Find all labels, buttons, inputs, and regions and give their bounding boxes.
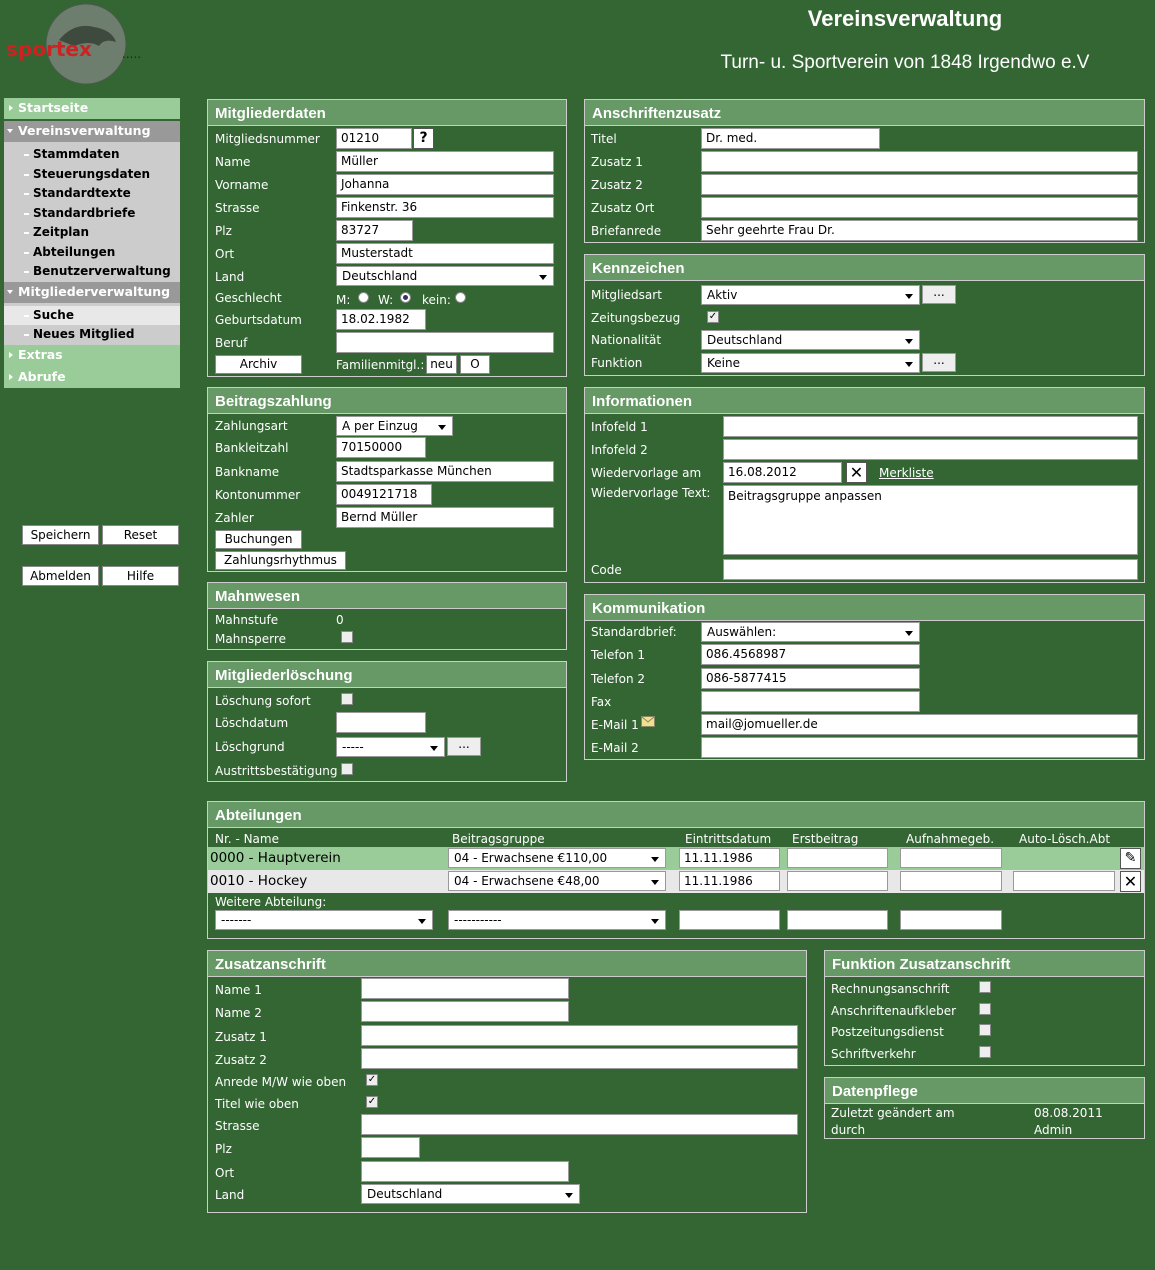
- svg-text:.....: .....: [122, 47, 142, 61]
- label-schriftverkehr: Schriftverkehr: [831, 1047, 916, 1061]
- menu-steuerungsdaten[interactable]: Steuerungsdaten: [4, 165, 180, 185]
- menu-neues-mitglied[interactable]: Neues Mitglied: [4, 325, 180, 345]
- label-loeschung-sofort: Löschung sofort: [215, 694, 311, 708]
- wiedervorlage-input[interactable]: 16.08.2012: [723, 462, 842, 483]
- delete-icon[interactable]: ✕: [1120, 871, 1141, 892]
- menu-mitgliederverwaltung[interactable]: Mitgliederverwaltung: [4, 282, 180, 303]
- label-durch: durch: [831, 1123, 866, 1137]
- label-ort: Ort: [215, 247, 235, 261]
- radio-w[interactable]: [400, 292, 411, 303]
- panel-mitgliederdaten: [207, 99, 567, 377]
- col-beitragsgruppe: Beitragsgruppe: [452, 832, 545, 846]
- menu-abrufe[interactable]: Abrufe: [4, 367, 180, 388]
- hilfe-button[interactable]: Hilfe: [102, 566, 179, 586]
- zusatz-plz-input[interactable]: [361, 1137, 420, 1158]
- label-zusatz1: Zusatz 1: [591, 155, 643, 169]
- help-icon[interactable]: ?: [413, 128, 434, 149]
- label-zahler: Zahler: [215, 511, 254, 525]
- label-funktion: Funktion: [591, 356, 643, 370]
- menu-vereinsverwaltung[interactable]: Vereinsverwaltung: [4, 121, 180, 142]
- label-zusatz2: Zusatz 2: [591, 178, 643, 192]
- weitere-abteilung-select[interactable]: -------: [215, 910, 433, 930]
- ort-input[interactable]: Musterstadt: [336, 243, 554, 264]
- panel-title: Funktion Zusatzanschrift: [825, 951, 1144, 977]
- label-fax: Fax: [591, 695, 612, 709]
- infofeld2-input[interactable]: [723, 439, 1138, 460]
- label-geburtsdatum: Geburtsdatum: [215, 313, 302, 327]
- radio-m[interactable]: [358, 292, 369, 303]
- archiv-button[interactable]: Archiv: [215, 355, 302, 374]
- menu-standardbriefe[interactable]: Standardbriefe: [4, 204, 180, 224]
- auto-loesch-input[interactable]: [1013, 871, 1115, 891]
- label-zusatz-ort: Zusatz Ort: [591, 201, 655, 215]
- label-name1: Name 1: [215, 983, 262, 997]
- postzeitungsdienst-checkbox[interactable]: [979, 1024, 991, 1036]
- label-infofeld1: Infofeld 1: [591, 420, 648, 434]
- clear-date-icon[interactable]: ✕: [846, 462, 867, 483]
- label-postzeitungsdienst: Postzeitungsdienst: [831, 1025, 944, 1039]
- geburtsdatum-input[interactable]: 18.02.1982: [336, 309, 426, 330]
- panel-title: Informationen: [585, 388, 1144, 414]
- label-email1: E-Mail 1: [591, 718, 639, 732]
- label-zuletzt-geaendert: Zuletzt geändert am: [831, 1106, 955, 1120]
- menu-suche[interactable]: Suche: [4, 306, 180, 326]
- sidebar-menu: [4, 98, 180, 388]
- logo-text: sportex: [6, 37, 92, 61]
- menu-startseite[interactable]: Startseite: [4, 98, 180, 119]
- label-zeitungsbezug: Zeitungsbezug: [591, 311, 681, 325]
- bankleitzahl-input[interactable]: 70150000: [336, 437, 426, 458]
- telefon2-input[interactable]: 086-5877415: [701, 668, 920, 689]
- panel-title: Kommunikation: [585, 595, 1144, 621]
- panel-anschriftenzusatz: [584, 99, 1145, 243]
- name-input[interactable]: Müller: [336, 151, 554, 172]
- mitgliedsart-select[interactable]: Aktiv: [701, 285, 920, 305]
- label-land: Land: [215, 270, 245, 284]
- label-infofeld2: Infofeld 2: [591, 443, 648, 457]
- label-strasse: Strasse: [215, 1119, 260, 1133]
- label-w: W:: [378, 293, 394, 307]
- panel-title: Anschriftenzusatz: [585, 100, 1144, 126]
- vorname-input[interactable]: Johanna: [336, 174, 554, 195]
- label-email2: E-Mail 2: [591, 741, 639, 755]
- infofeld1-input[interactable]: [723, 416, 1138, 437]
- label-zusatz1: Zusatz 1: [215, 1030, 267, 1044]
- label-zusatz2: Zusatz 2: [215, 1053, 267, 1067]
- label-weitere-abteilung: Weitere Abteilung:: [215, 895, 327, 909]
- familie-o-button[interactable]: O: [460, 355, 490, 374]
- loeschdatum-input[interactable]: [336, 712, 426, 733]
- panel-title: Mitgliederdaten: [208, 100, 566, 126]
- zeitungsbezug-checkbox[interactable]: ✓: [708, 311, 718, 322]
- panel-kommunikation: [584, 594, 1145, 760]
- zusatz-ort-input[interactable]: [701, 197, 1138, 218]
- col-erstbeitrag: Erstbeitrag: [792, 832, 859, 846]
- label-mahnstufe: Mahnstufe: [215, 613, 279, 627]
- menu-standardtexte[interactable]: Standardtexte: [4, 184, 180, 204]
- label-bankleitzahl: Bankleitzahl: [215, 441, 289, 455]
- kontonummer-input[interactable]: 0049121718: [336, 484, 432, 505]
- label-code: Code: [591, 563, 622, 577]
- strasse-input[interactable]: Finkenstr. 36: [336, 197, 554, 218]
- label-familienmitgl: Familienmitgl.:: [336, 358, 425, 372]
- table-row: [208, 870, 1144, 893]
- zusatz1-input[interactable]: [701, 151, 1138, 172]
- funktion-more-button[interactable]: ...: [922, 353, 956, 372]
- label-loeschdatum: Löschdatum: [215, 716, 289, 730]
- panel-title: Abteilungen: [208, 802, 1144, 828]
- label-wiedervorlage: Wiedervorlage am: [591, 466, 702, 480]
- loeschgrund-more-button[interactable]: ...: [447, 737, 481, 756]
- panel-informationen: [584, 387, 1145, 583]
- zahler-input[interactable]: Bernd Müller: [336, 507, 554, 528]
- zusatz-zusatz2-input[interactable]: [361, 1048, 798, 1069]
- label-land: Land: [215, 1188, 245, 1202]
- mahnstufe-value: 0: [336, 613, 344, 627]
- panel-zusatzanschrift: [207, 950, 807, 1213]
- panel-title: Mahnwesen: [208, 583, 566, 609]
- schriftverkehr-checkbox[interactable]: [979, 1046, 991, 1058]
- buchungen-button[interactable]: Buchungen: [215, 530, 302, 549]
- label-mitgliedsart: Mitgliedsart: [591, 288, 662, 302]
- panel-datenpflege: [824, 1077, 1145, 1139]
- loeschung-sofort-checkbox[interactable]: [341, 693, 353, 705]
- telefon1-input[interactable]: 086.4568987: [701, 644, 920, 665]
- col-aufnahmegeb: Aufnahmegeb.: [906, 832, 995, 846]
- zuletzt-geaendert-value: 08.08.2011: [1034, 1106, 1103, 1120]
- erstbeitrag-input[interactable]: [787, 871, 888, 891]
- menu-extras[interactable]: Extras: [4, 345, 180, 366]
- menu-zeitplan[interactable]: Zeitplan: [4, 223, 180, 243]
- club-name: Turn- u. Sportverein von 1848 Irgendwo e.V: [720, 52, 1090, 73]
- panel-title: Datenpflege: [825, 1078, 1144, 1104]
- label-m: M:: [336, 293, 351, 307]
- aufnahmegeb-input[interactable]: [900, 871, 1002, 891]
- beruf-input[interactable]: [336, 332, 554, 353]
- label-austrittsbestaetigung: Austrittsbestätigung: [215, 764, 338, 778]
- panel-title: Zusatzanschrift: [208, 951, 806, 977]
- rechnungsanschrift-checkbox[interactable]: [979, 981, 991, 993]
- menu-benutzerverwaltung[interactable]: Benutzerverwaltung: [4, 262, 180, 282]
- familie-neu-button[interactable]: neu: [426, 355, 457, 374]
- edit-icon[interactable]: ✎: [1120, 848, 1141, 869]
- zusatz-land-select[interactable]: Deutschland: [361, 1184, 580, 1204]
- label-beruf: Beruf: [215, 336, 248, 350]
- abteilung-name: 0000 - Hauptverein: [210, 850, 341, 866]
- app-title: Vereinsverwaltung: [807, 6, 1003, 31]
- weitere-eintrittsdatum-input[interactable]: [679, 910, 780, 930]
- zusatz2-input[interactable]: [701, 174, 1138, 195]
- label-wiedervorlage-text: Wiedervorlage Text:: [591, 486, 711, 500]
- zahlungsrhythmus-button[interactable]: Zahlungsrhythmus: [215, 551, 346, 570]
- label-loeschgrund: Löschgrund: [215, 740, 285, 754]
- briefanrede-input[interactable]: Sehr geehrte Frau Dr.: [701, 220, 1138, 241]
- zahlungsart-select[interactable]: A per Einzug: [336, 416, 453, 436]
- merkliste-link[interactable]: Merkliste: [879, 466, 934, 480]
- label-titel-wie-oben: Titel wie oben: [215, 1097, 299, 1111]
- label-kein: kein:: [422, 293, 451, 307]
- radio-kein[interactable]: [455, 292, 466, 303]
- label-anschriftenaufkleber: Anschriftenaufkleber: [831, 1004, 957, 1018]
- label-standardbrief: Standardbrief:: [591, 625, 677, 639]
- label-telefon1: Telefon 1: [591, 648, 646, 662]
- weitere-aufnahmegeb-input[interactable]: [900, 910, 1002, 930]
- zusatz-ort-input[interactable]: [361, 1161, 569, 1182]
- col-eintrittsdatum: Eintrittsdatum: [685, 832, 772, 846]
- wiedervorlage-textarea[interactable]: Beitragsgruppe anpassen: [723, 485, 1138, 555]
- speichern-button[interactable]: Speichern: [22, 525, 99, 545]
- label-titel: Titel: [591, 132, 617, 146]
- code-input[interactable]: [723, 559, 1138, 580]
- label-name2: Name 2: [215, 1006, 262, 1020]
- mitgliedsart-more-button[interactable]: ...: [922, 285, 956, 304]
- col-auto-loesch: Auto-Lösch.Abt: [1019, 832, 1111, 846]
- label-geschlecht: Geschlecht: [215, 291, 282, 305]
- land-select[interactable]: Deutschland: [336, 266, 554, 286]
- abteilung-name: 0010 - Hockey: [210, 873, 308, 889]
- anschriftenaufkleber-checkbox[interactable]: [979, 1003, 991, 1015]
- standardbrief-select[interactable]: Auswählen:: [701, 622, 920, 642]
- label-zahlungsart: Zahlungsart: [215, 419, 288, 433]
- austrittsbestaetigung-checkbox[interactable]: [341, 763, 353, 775]
- panel-mitgliederloeschung: [207, 661, 567, 782]
- abmelden-button[interactable]: Abmelden: [22, 566, 99, 586]
- label-nationalitaet: Nationalität: [591, 333, 662, 347]
- email2-input[interactable]: [701, 737, 1138, 758]
- label-plz: Plz: [215, 1142, 232, 1156]
- label-briefanrede: Briefanrede: [591, 224, 662, 238]
- panel-abteilungen: [207, 801, 1145, 939]
- eintrittsdatum-input[interactable]: 11.11.1986: [679, 871, 780, 891]
- menu-abteilungen[interactable]: Abteilungen: [4, 243, 180, 263]
- fax-input[interactable]: [701, 691, 920, 712]
- funktion-select[interactable]: Keine: [701, 353, 920, 373]
- loeschgrund-select[interactable]: -----: [336, 737, 445, 757]
- titel-wie-oben-checkbox[interactable]: ✓: [367, 1096, 377, 1107]
- panel-kennzeichen: [584, 254, 1145, 376]
- col-nr-name: Nr. - Name: [215, 832, 279, 846]
- panel-title: Beitragszahlung: [208, 388, 566, 414]
- panel-beitragszahlung: [207, 387, 567, 572]
- label-name: Name: [215, 155, 251, 169]
- zusatz-name1-input[interactable]: [361, 978, 569, 999]
- label-anrede-wie-oben: Anrede M/W wie oben: [215, 1075, 347, 1089]
- zusatz-name2-input[interactable]: [361, 1001, 569, 1022]
- beitragsgruppe-select[interactable]: 04 - Erwachsene €48,00: [448, 871, 666, 891]
- label-mahnsperre: Mahnsperre: [215, 632, 286, 646]
- panel-title: Mitgliederlöschung: [208, 662, 566, 688]
- mail-icon[interactable]: [641, 716, 655, 727]
- label-strasse: Strasse: [215, 201, 260, 215]
- email1-input[interactable]: mail@jomueller.de: [701, 714, 1138, 735]
- panel-title: Kennzeichen: [585, 255, 1144, 281]
- nationalitaet-select[interactable]: Deutschland: [701, 330, 920, 350]
- table-row: [208, 847, 1144, 870]
- weitere-erstbeitrag-input[interactable]: [787, 910, 888, 930]
- mahnsperre-checkbox[interactable]: [341, 631, 353, 643]
- anrede-wie-oben-checkbox[interactable]: ✓: [367, 1074, 377, 1085]
- beitragsgruppe-select[interactable]: 04 - Erwachsene €110,00: [448, 848, 666, 868]
- label-vorname: Vorname: [215, 178, 269, 192]
- panel-funktion-zusatzanschrift: [824, 950, 1145, 1066]
- menu-stammdaten[interactable]: Stammdaten: [4, 145, 180, 165]
- titel-input[interactable]: Dr. med.: [701, 128, 880, 149]
- label-bankname: Bankname: [215, 465, 280, 479]
- label-kontonummer: Kontonummer: [215, 488, 301, 502]
- label-ort: Ort: [215, 1166, 235, 1180]
- mitgliedsnummer-input[interactable]: 01210: [336, 128, 412, 149]
- label-plz: Plz: [215, 224, 232, 238]
- aufnahmegeb-input[interactable]: [900, 848, 1002, 868]
- zusatz-strasse-input[interactable]: [361, 1114, 798, 1135]
- weitere-beitragsgruppe-select[interactable]: -----------: [448, 910, 666, 930]
- label-telefon2: Telefon 2: [591, 672, 646, 686]
- eintrittsdatum-input[interactable]: 11.11.1986: [679, 848, 780, 868]
- label-mitgliedsnummer: Mitgliedsnummer: [215, 132, 320, 146]
- panel-mahnwesen: [207, 582, 567, 650]
- logo: [4, 2, 164, 86]
- reset-button[interactable]: Reset: [102, 525, 179, 545]
- label-rechnungsanschrift: Rechnungsanschrift: [831, 982, 950, 996]
- plz-input[interactable]: 83727: [336, 220, 413, 241]
- bankname-input[interactable]: Stadtsparkasse München: [336, 461, 554, 482]
- erstbeitrag-input[interactable]: [787, 848, 888, 868]
- zusatz-zusatz1-input[interactable]: [361, 1025, 798, 1046]
- durch-value: Admin: [1034, 1123, 1073, 1137]
